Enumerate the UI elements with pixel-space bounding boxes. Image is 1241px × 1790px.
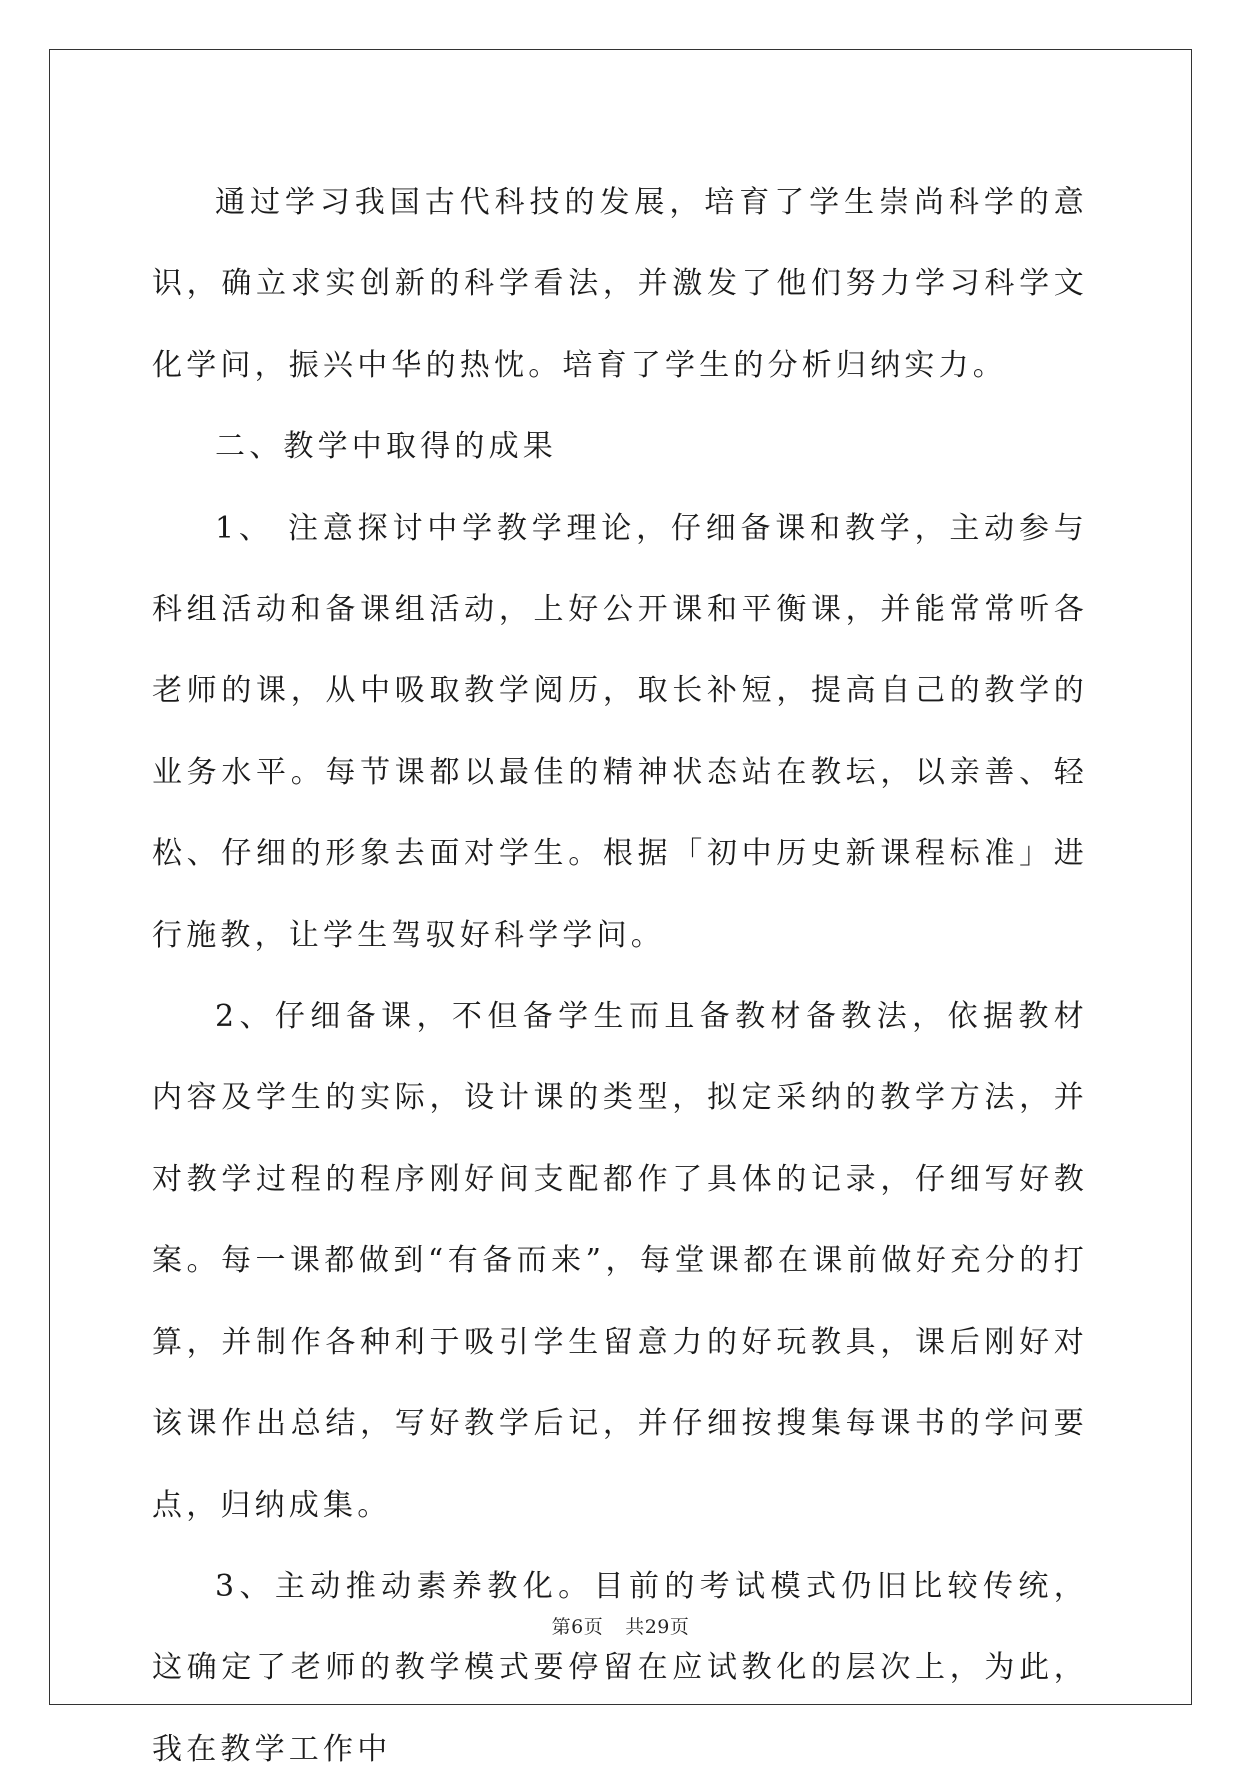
document-body — [152, 162, 1088, 1790]
paragraph-item-1: 1、 注意探讨中学教学理论，仔细备课和教学，主动参与科组活动和备课组活动，上好公开课和平衡课，并能常常听各老师的课，从中吸取教学阅历，取长补短，提高自己的教学的业务水平。每节课都以最佳的精神状态站在教坛，以亲善、轻松、仔细的形象去面对学生。根据「初中历史新课程标准」进行施教，让学生驾驭好科学学问。 — [152, 510, 1088, 953]
page-total: 共29页 — [625, 1616, 690, 1638]
paragraph-item-3: 3、主动推动素养教化。目前的考试模式仍旧比较传统，这确定了老师的教学模式要停留在应试教化的层次上，为此，我在教学工作中 — [152, 1568, 1088, 1767]
section-heading-achievements: 二、教学中取得的成果 — [215, 429, 557, 465]
paragraph-science-awareness: 通过学习我国古代科技的发展，培育了学生崇尚科学的意识，确立求实创新的科学看法，并激发了他们努力学习科学文化学问，振兴中华的热忱。培育了学生的分析归纳实力。 — [152, 185, 1088, 383]
paragraph-item-2: 2、仔细备课，不但备学生而且备教材备教法，依据教材内容及学生的实际，设计课的类型，拟定采纳的教学方法，并对教学过程的程序刚好间支配都作了具体的记录，仔细写好教案。每一课都做到“有备而来”，每堂课都在课前做好充分的打算，并制作各种利于吸引学生留意力的好玩教具，课后刚好对该课作出总结，写好教学后记，并仔细按搜集每课书的学问要点，归纳成集。 — [152, 999, 1088, 1523]
page-footer — [0, 1612, 1241, 1639]
page-number: 第6页 — [551, 1616, 604, 1638]
